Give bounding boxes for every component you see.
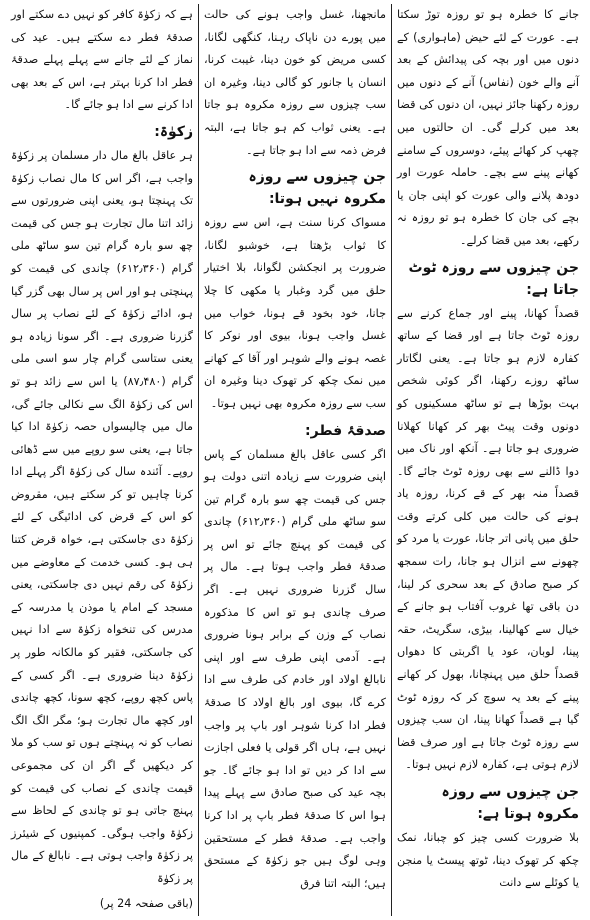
paragraph: مانجھنا، غسل واجب ہونے کی حالت میں پورے دن ناپاک رہنا، کنگھی لگانا، کسی مریض کو خون دینا، غیبت کرنا، انسان یا جانور کو گالی دینا، وغیرہ ان سب چیزوں سے روزہ مکروہ ہو جاتا ہے۔ یعنی ثواب کم ہو جاتا ہے، البتہ فرض ذمہ سے ادا ہو جاتا ہے۔ (204, 8, 386, 157)
paragraph: جانے کا خطرہ ہو تو روزہ توڑ سکتا ہے۔ عورت کے لئے حیض (ماہواری) کے دنوں میں اور بچہ کی پیدائش کے بعد آنے والے خون (نفاس) آنے کے دنوں میں روزہ رکھنا جائز نہیں، ان دنوں کی قضا بعد میں کرلے گی۔ ان حالتوں میں چھپ کر کھائے پیئے، دوسروں کے سامنے کھانے پینے سے بچے۔ حاملہ عورت اور دودھ پلانے والی عورت کو اپنی جان یا بچے کی جان کا خطرہ ہو تو روزہ نہ رکھے، بعد میں قضا کرلے۔ (397, 8, 579, 247)
paragraph: ہر عاقل بالغ مال دار مسلمان پر زکوٰۃ واجب ہے، اگر اس کا مال نصاب زکوٰۃ تک پہنچتا ہو، یعنی اپنی ضرورتوں سے زائد اتنا مال تجارت ہو جس کی قیمت چھ سو بارہ گرام تین سو ساٹھ ملی گرام (۶۱۲٫۳۶۰) چاندی کی قیمت کو پہنچتی ہو اور اس پر سال بھی گزر گیا ہو، ادائے زکوٰۃ کے لئے نصاب پر سال گزرنا ضروری ہے۔ اگر سونا زیادہ ہو یعنی ستاسی گرام چار سو اسی ملی گرام (۸۷٫۴۸۰) یا اس سے زائد ہو تو اس کی زکوٰۃ الگ سے نکالی جائے گی، مال میں چالیسواں حصہ زکوٰۃ ادا کیا جاتا ہے، یعنی سو روپے میں سے ڈھائی روپے۔ آئندہ سال کی زکوٰۃ اگر پہلے ادا کرنا چاہیں تو کر سکتے ہیں، مقروض کو اس کے قرض کی ادائیگی کے لئے زکوٰۃ دی جاسکتی ہے، خواہ قرض کتنا ہی ہو۔ کسی خدمت کے معاوضے میں زکوٰۃ کی رقم نہیں دی جاسکتی، یعنی مسجد کے امام یا موذن یا مدرسہ کے مدرس کی تنخواہ زکوٰۃ سے ادا نہیں کی جاسکتی، فقیر کو مالکانہ طور پر زکوٰۃ دینا ضروری ہے۔ اگر کسی کے پاس کچھ روپے، کچھ سونا، کچھ چاندی اور کچھ مال تجارت ہو؛ مگر الگ الگ نصاب کو نہ پہنچتے ہوں تو سب کو ملا کر دیکھیں گے اگر ان کی مجموعی قیمت چاندی کے نصاب کی قیمت کو پہنچ جاتی ہو تو چاندی کے لحاظ سے زکوٰۃ واجب ہوگی۔ کمپنیوں کے شیئرز پر زکوٰۃ واجب ہوتی ہے۔ نابالغ کے مال پر زکوٰۃ (11, 148, 193, 885)
section-heading: زکوٰۃ: (154, 123, 193, 140)
paragraph: قصداً کھانا، پینے اور جماع کرنے سے روزہ ٹوٹ جاتا ہے اور قضا کے ساتھ کفارہ لازم ہو جاتا ہے۔ یعنی لگاتار ساٹھ روزے رکھنا، اگر کوئی شخص بہت بوڑھا ہے تو ساٹھ مسکینوں کو دونوں وقت پیٹ بھر کر کھانا کھلانا ضروری ہو جاتا ہے۔ آنکھ اور ناک میں دوا ڈالنے سے بھی روزہ ٹوٹ جائے گا۔ قصداً منہ بھر کے قے کرنا، روزہ یاد ہونے کی حالت میں کلی کرتے وقت حلق میں پانی اتر جانا، عورت یا مرد کو چھونے سے انزال ہو جانا، رات سمجھ کر صبح صادق کے بعد سحری کر لینا، دن باقی تھا غروب آفتاب ہو جانے کے خیال سے کھالینا، بیڑی، سگریٹ، حقہ پینا، لوبان، عود یا اگربتی کا دھواں قصداً حلق میں پہنچانا، بھول کر کھانے پینے کے بعد یہ سوچ کر کہ روزہ ٹوٹ گیا ہے قصداً کھانا پینا، ان سب چیزوں سے روزہ ٹوٹ جاتا ہے اور صرف قضا لازم ہوتی ہے، کفارہ لازم نہیں ہوتا۔ (397, 306, 579, 772)
column-right (392, 4, 584, 916)
paragraph: مسواک کرنا سنت ہے، اس سے روزہ کا ثواب بڑھتا ہے، خوشبو لگانا، ضرورت پر انجکشن لگوانا، بلا اختیار حلق میں گرد وغبار یا مکھی کا چلا جانا، خود بخود قے ہونا، خواب میں غسل واجب ہونا، بیوی اور نوکر کا غصہ ہونے والے شوہر اور آقا کے کھانے میں نمک چکھ کر تھوک دینا وغیرہ ان سب سے روزہ مکروہ بھی نہیں ہوتا۔ (204, 216, 386, 410)
section-heading: جن چیزوں سے روزہ ٹوٹ جاتا ہے: (408, 259, 579, 298)
paragraph: اگر کسی عاقل بالغ مسلمان کے پاس اپنی ضرورت سے زیادہ اتنی دولت ہو جس کی قیمت چھ سو بارہ گرام تین سو ساٹھ ملی گرام (۶۱۲٫۳۶۰) چاندی کی قیمت کو پہنچ جائے تو اس پر صدقۂ فطر واجب ہوتا ہے۔ مال پر سال گزرنا ضروری نہیں ہے۔ اگر صرف چاندی ہو تو اس کا مذکورہ نصاب کے وزن کے برابر ہونا ضروری ہے۔ آدمی اپنی طرف سے اور اپنی نابالغ اولاد اور خادم کی طرف سے ادا کرے گا، بیوی اور بالغ اولاد کا صدقۂ فطر ادا کرنا شوہر اور باپ پر واجب نہیں ہے، ہاں اگر قولی یا فعلی اجازت سے ادا کر دیں تو ادا ہو جائے گا۔ جو بچہ عید کی صبح صادق سے پہلے پیدا ہوا اس کا صدقۂ فطر باپ پر ادا کرنا واجب ہے۔ صدقۂ فطر کے مستحقین وہی لوگ ہیں جو زکوٰۃ کے مستحق ہیں؛ البتہ اتنا فرق (204, 447, 386, 890)
section-heading: جن چیزوں سے روزہ مکروہ نہیں ہوتا: (248, 169, 386, 208)
section-heading: جن چیزوں سے روزہ مکروہ ہوتا ہے: (441, 784, 579, 822)
section-heading: صدقۂ فطر: (305, 422, 386, 439)
paragraph: ہے کہ زکوٰۃ کافر کو نہیں دے سکتے اور صدقۂ فطر دے سکتے ہیں۔ عید کی نماز کے لئے جانے سے پہلے پہلے صدقۂ فطر ادا کرنا بہتر ہے، اس کے بعد بھی ادا کرنے سے ادا ہو جائے گا۔ (11, 8, 193, 112)
column-middle (199, 4, 391, 916)
paragraph: بلا ضرورت کسی چیز کو چبانا، نمک چکھ کر تھوک دینا، ٹوتھ پیسٹ یا منجن یا کوئلے سے دانت (397, 831, 579, 890)
continued-note: (باقی صفحہ 24 پر) (99, 896, 193, 910)
column-left (6, 4, 198, 916)
